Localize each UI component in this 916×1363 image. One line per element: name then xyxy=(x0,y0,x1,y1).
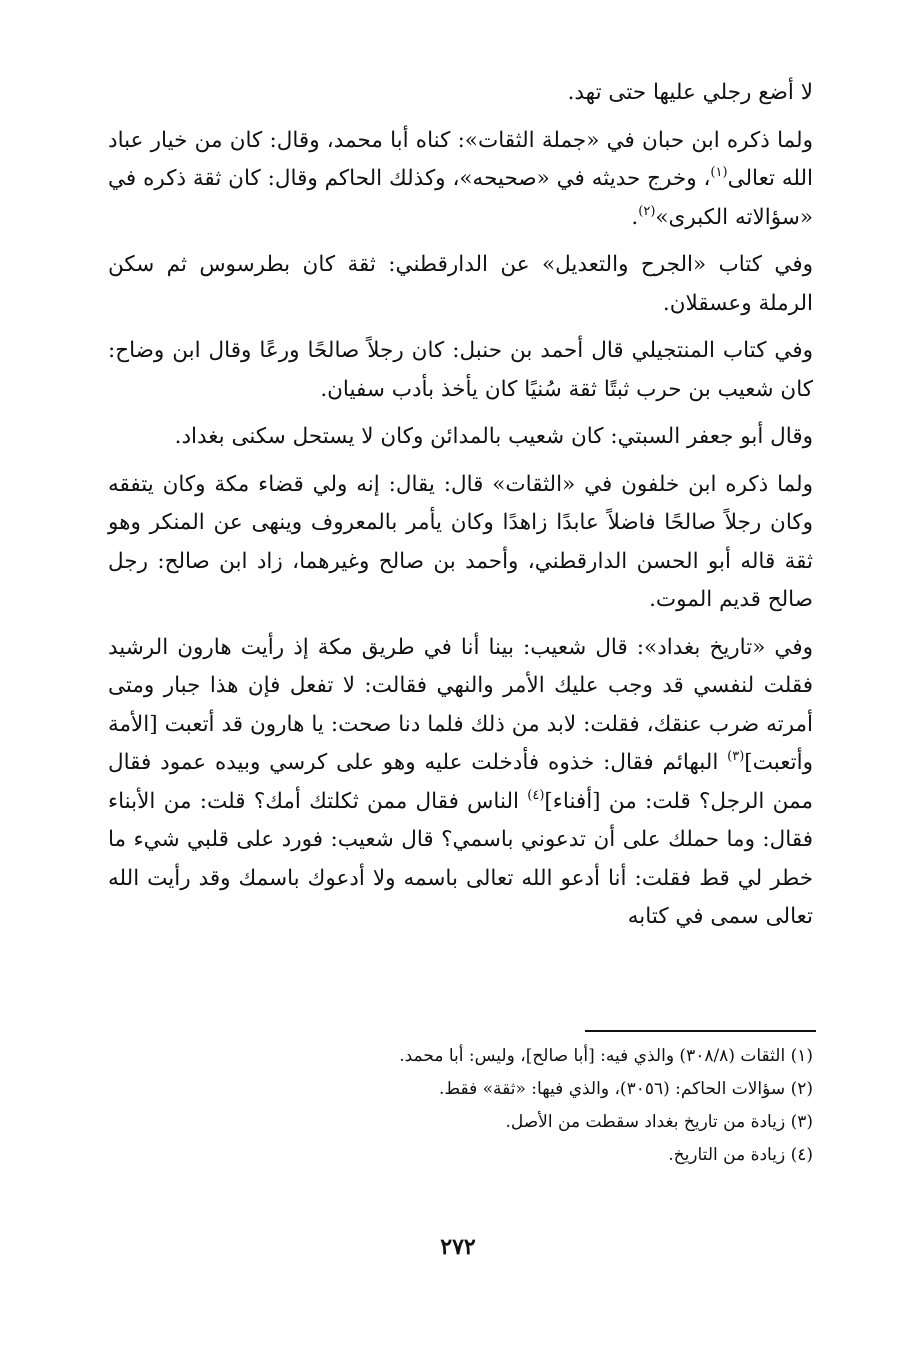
footnote-ref-2[interactable]: (٢) xyxy=(638,203,656,219)
page-number: ٢٧٢ xyxy=(440,1234,476,1260)
paragraph-6: ولما ذكره ابن خلفون في «الثقات» قال: يقال: إنه ولي قضاء مكة وكان يتفقه وكان رجلاً صالحًا فاضلاً عابدًا زاهدًا وكان يأمر بالمعروف وينهى عن المنكر وهو ثقة قاله أبو الحسن الدارقطني، وأحمد بن صالح وغيرهما، زاد ابن صالح: رجل صالح قديم الموت. xyxy=(108,471,813,612)
paragraph-5: وقال أبو جعفر السبتي: كان شعيب بالمدائن وكان لا يستحل سكنى بغداد. xyxy=(174,424,813,449)
paragraph-4: وفي كتاب المنتجيلي قال أحمد بن حنبل: كان رجلاً صالحًا ورعًا وقال ابن وضاح: كان شعيب بن حرب ثبتًا ثقة سُنيًا كان يأخذ بأدب سفيان. xyxy=(108,338,813,402)
footnote-2: (٢) سؤالات الحاكم: (٣٠٥٦)، والذي فيها: «ثقة» فقط. xyxy=(438,1079,813,1099)
footnote-ref-1[interactable]: (١) xyxy=(710,165,728,180)
paragraph-1: لا أضع رجلي عليها حتى تهد. xyxy=(567,80,813,105)
footnote-3: (٣) زيادة من تاريخ بغداد سقطت من الأصل. xyxy=(505,1112,813,1132)
footnotes-list xyxy=(200,1040,813,1172)
footnote-ref-4[interactable]: (٤) xyxy=(527,787,545,803)
footnote-4: (٤) زيادة من التاريخ. xyxy=(668,1145,813,1165)
footnote-separator xyxy=(585,1030,816,1032)
main-text xyxy=(108,74,813,946)
footnote-1: (١) الثقات (٣٠٨/٨) والذي فيه: [أبا صالح]، وليس: أبا محمد. xyxy=(399,1046,813,1066)
paragraph-2: ولما ذكره ابن حبان في «جملة الثقات»: كناه أبا محمد، وقال: كان من خيار عباد الله تعالى$^{(١)}$، وخرج حديثه في «صحيحه»، وكذلك الحاكم وقال: كان ثقة ذكره في «سؤالاته الكبرى»$^{(٢)}$. xyxy=(108,127,813,230)
footnote-ref-3[interactable]: (٣) xyxy=(727,749,745,764)
paragraph-3: وفي كتاب «الجرح والتعديل» عن الدارقطني: ثقة كان بطرسوس ثم سكن الرملة وعسقلان. xyxy=(108,252,813,316)
paragraph-7: وفي «تاريخ بغداد»: قال شعيب: بينا أنا في طريق مكة إذ رأيت هارون الرشيد فقلت لنفسي قد وجب عليك الأمر والنهي فقالت: لا تفعل فإن هذا جبار ومتى أمرته ضرب عنقك، فقلت: لابد من ذلك فلما دنا صحت: يا هارون قد أتعبت [الأمة وأتعبت]$^{(٣)}$ البهائم فقال: خذوه فأدخلت عليه وهو على كرسي وبيده عمود فقال ممن الرجل؟ قلت: من [أفناء]$^{(٤)}$ الناس فقال ممن ثكلتك أمك؟ قلت: من الأبناء فقال: وما حملك على أن تدعوني باسمي؟ قال شعيب: فورد على قلبي شيء ما خطر لي قط فقلت: أنا أدعو الله تعالى باسمه ولا أدعوك باسمك وقد رأيت الله تعالى سمى في كتابه xyxy=(108,634,813,929)
